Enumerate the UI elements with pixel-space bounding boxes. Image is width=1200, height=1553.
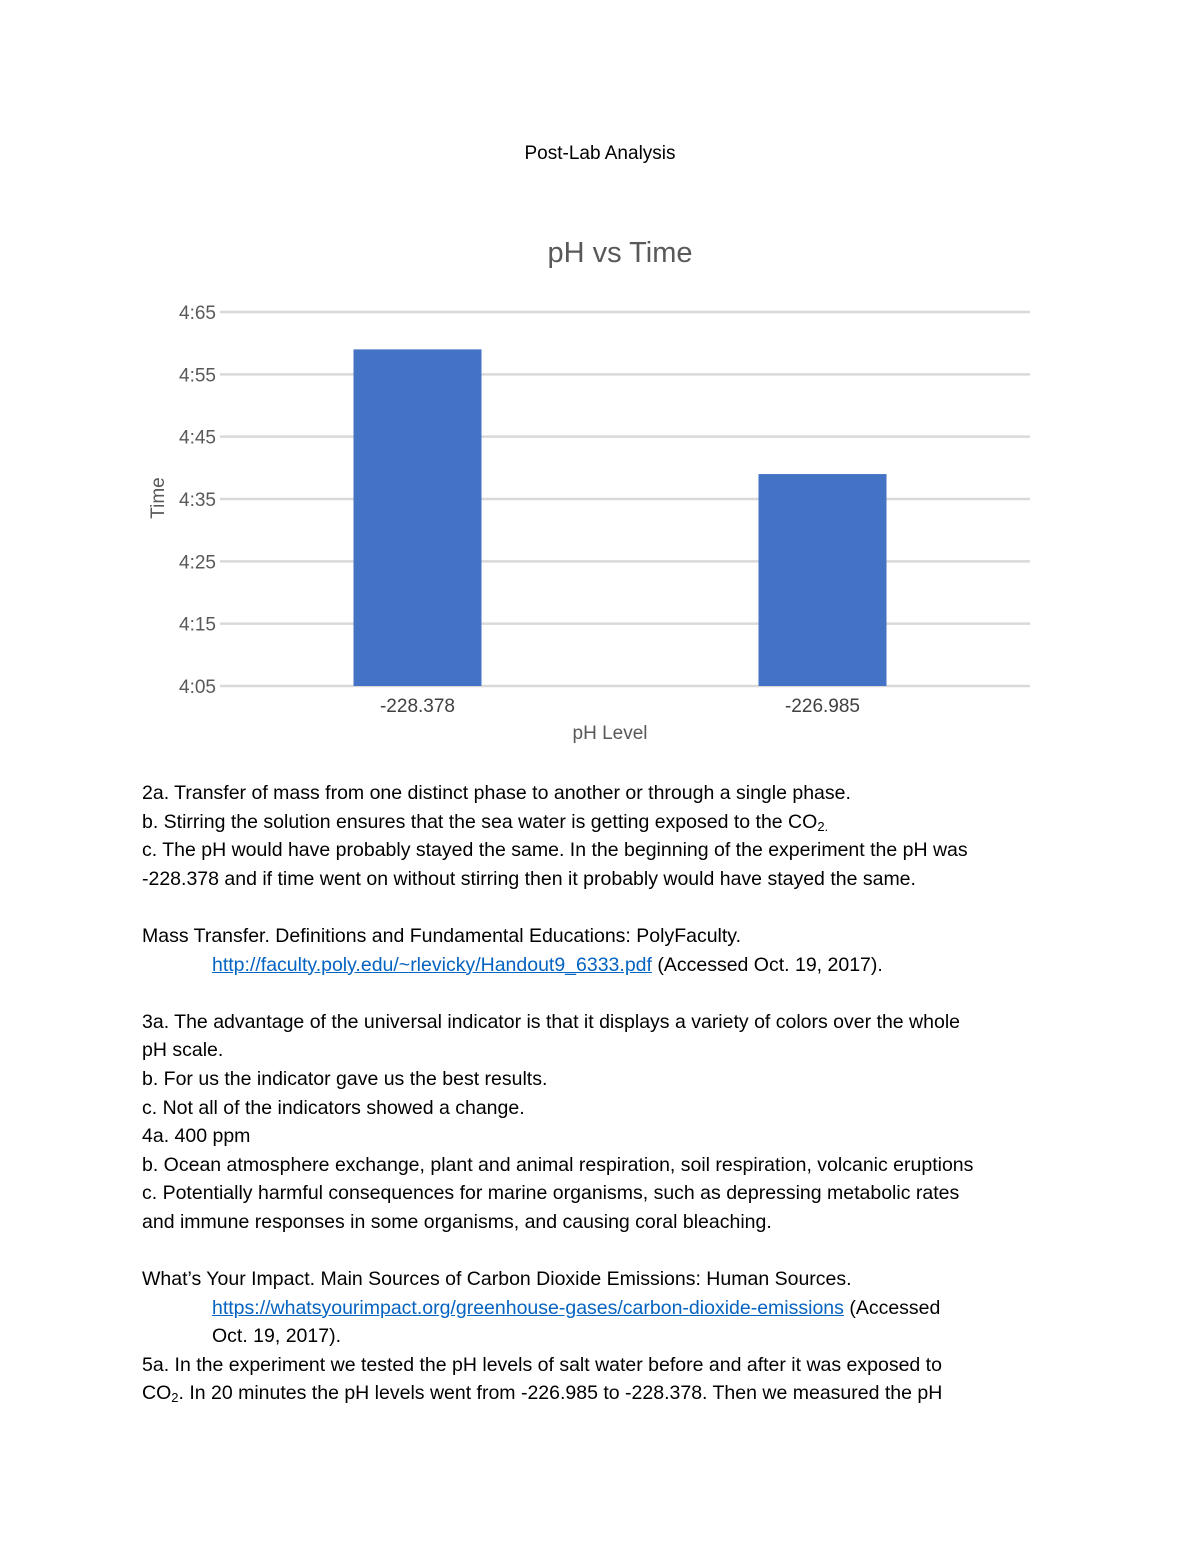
y-tick-label: 4:15 (179, 614, 216, 636)
y-axis-label: Time (148, 477, 169, 519)
answer-4c-line1: c. Potentially harmful consequences for marine organisms, such as depressing metabolic rates (142, 1182, 960, 1205)
reference-1-title: Mass Transfer. Definitions and Fundamental Educations: PolyFaculty. (142, 924, 742, 947)
reference-2-accessed: Oct. 19, 2017). (212, 1325, 341, 1348)
ph-vs-time-chart (140, 225, 1040, 750)
answer-5a-line2: $CO_2$. In 20 minutes the pH levels went from -226.985 to -228.378. Then we measured the pH (142, 1382, 943, 1406)
chart-gridlines (220, 312, 1030, 686)
chart-title: pH vs Time (547, 237, 693, 269)
answer-2c-line2: -228.378 and if time went on without stirring then it probably would have stayed the same. (142, 867, 916, 890)
x-tick-label: -226.985 (784, 696, 861, 717)
answers-section (142, 779, 1082, 1408)
answer-4b: b. Ocean atmosphere exchange, plant and animal respiration, soil respiration, volcanic eruptions (142, 1153, 974, 1176)
y-tick-label: 4:45 (179, 427, 216, 449)
reference-1-link[interactable]: http://faculty.poly.edu/~rlevicky/Handout9_6333.pdf (212, 953, 652, 976)
reference-2-citation: https://whatsyourimpact.org/greenhouse-gases/carbon-dioxide-emissions (Accessed (212, 1296, 941, 1319)
chart-bars (354, 349, 887, 686)
y-tick-label: 4:05 (179, 677, 216, 698)
x-axis-label: pH Level (572, 723, 648, 744)
answer-3a-line2: pH scale. (142, 1039, 224, 1062)
y-axis-tick-labels (179, 303, 216, 698)
page-title: Post-Lab Analysis (524, 143, 676, 164)
reference-2-link[interactable]: https://whatsyourimpact.org/greenhouse-gases/carbon-dioxide-emissions (212, 1296, 844, 1319)
y-tick-label: 4:35 (179, 490, 216, 511)
reference-1-citation: http://faculty.poly.edu/~rlevicky/Handout9_6333.pdf (Accessed Oct. 19, 2017). (212, 953, 883, 976)
answer-2b: b. Stirring the solution ensures that the sea water is getting exposed to the $CO_{2.}$ (142, 810, 829, 834)
answer-3a-line1: 3a. The advantage of the universal indicator is that it displays a variety of colors over the whole (142, 1010, 961, 1033)
bar (354, 349, 482, 686)
answer-3c: c. Not all of the indicators showed a change. (142, 1096, 525, 1119)
answer-2c-line1: c. The pH would have probably stayed the same. In the beginning of the experiment the pH was (142, 839, 968, 862)
x-axis-tick-labels (380, 696, 860, 717)
x-tick-label: -228.378 (379, 696, 456, 717)
y-tick-label: 4:55 (179, 365, 216, 387)
answer-2a: 2a. Transfer of mass from one distinct phase to another or through a single phase. (142, 782, 851, 804)
reference-2-title: What’s Your Impact. Main Sources of Carbon Dioxide Emissions: Human Sources. (142, 1268, 852, 1291)
answer-3b: b. For us the indicator gave us the best results. (142, 1067, 548, 1090)
y-tick-label: 4:25 (179, 552, 216, 574)
y-tick-label: 4:65 (179, 303, 216, 324)
answer-4a: 4a. 400 ppm (142, 1125, 251, 1148)
bar (759, 474, 887, 686)
answer-5a-line1: 5a. In the experiment we tested the pH levels of salt water before and after it was exposed to (142, 1353, 942, 1376)
answer-4c-line2: and immune responses in some organisms, and causing coral bleaching. (142, 1210, 772, 1233)
